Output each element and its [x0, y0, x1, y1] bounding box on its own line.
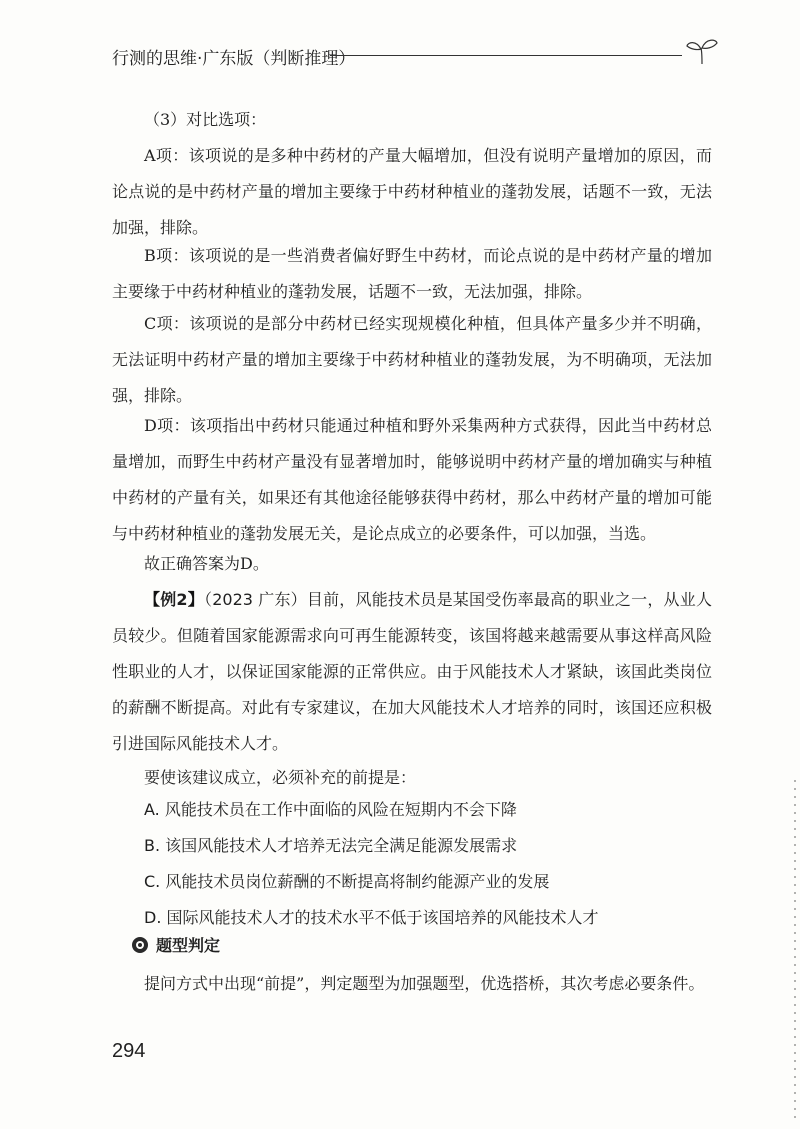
analysis-option-a: A项：该项说的是多种中药材的产量大幅增加，但没有说明产量增加的原因，而论点说的是中药材产量的增加主要缘于中药材种植业的蓬勃发展，话题不一致，无法加强，排除。 — [112, 146, 712, 237]
example2-stem — [112, 582, 712, 762]
option-a: A. 风能技术员在工作中面临的风险在短期内不会下降 — [144, 800, 517, 819]
option-c: C. 风能技术员岗位薪酬的不断提高将制约能源产业的发展 — [144, 872, 550, 891]
running-header — [112, 40, 722, 70]
analysis-option-d: D项：该项指出中药材只能通过种植和野外采集两种方式获得，因此当中药材总量增加，而野生中药材产量没有显著增加时，能够说明中药材产量的增加确实与种植中药材的产量有关，如果还有其他途径能够获得中药材，那么中药材产量的增加可能与中药材种植业的蓬勃发展无关，是论点成立的必要条件，可以加强，当选。 — [112, 416, 712, 543]
scan-edge-marks — [792, 780, 798, 1120]
example-bracket-left: 【 — [144, 590, 161, 609]
example-stem-text: （2023 广东）目前，风能技术员是某国受伤率最高的职业之一，从业人员较少。但随着国家能源需求向可再生能源转变，该国将越来越需要从事这样高风险性职业的人才，以保证国家能源的正常供应。由于风能技术人才紧缺，该国此类岗位的薪酬不断提高。对此有专家建议，在加大风能技术人才培养的同时，该国还应积极引进国际风能技术人才。 — [112, 590, 712, 753]
type-judgment-heading — [130, 934, 220, 958]
analysis-option-c: C项：该项说的是部分中药材已经实现规模化种植，但具体产量多少并不明确，无法证明中药材产量的增加主要缘于中药材种植业的蓬勃发展，为不明确项，无法加强，排除。 — [112, 314, 712, 405]
answer-line: 故正确答案为D。 — [144, 554, 269, 573]
sprout-icon — [684, 36, 720, 66]
page-number: 294 — [112, 1040, 146, 1062]
example-bracket-right: 】 — [187, 590, 205, 609]
option-b: B. 该国风能技术人才培养无法完全满足能源发展需求 — [144, 836, 518, 855]
analysis-option-b: B项：该项说的是一些消费者偏好野生中药材，而论点说的是中药材产量的增加主要缘于中药材种植业的蓬勃发展，话题不一致，无法加强，排除。 — [112, 246, 712, 301]
gear-badge-icon — [130, 935, 150, 955]
example-tag: 例2 — [160, 590, 188, 609]
book-title: 行测的思维·广东版（判断推理） — [112, 49, 356, 69]
type-judgment-title: 题型判定 — [156, 936, 221, 955]
option-d: D. 国际风能技术人才的技术水平不低于该国培养的风能技术人才 — [144, 908, 599, 927]
example2-question: 要使该建议成立，必须补充的前提是： — [144, 768, 417, 787]
type-judgment-text: 提问方式中出现“前提”，判定题型为加强题型，优选搭桥，其次考虑必要条件。 — [144, 974, 705, 993]
header-rule — [330, 55, 682, 56]
step3-heading: （3）对比选项： — [144, 110, 267, 129]
